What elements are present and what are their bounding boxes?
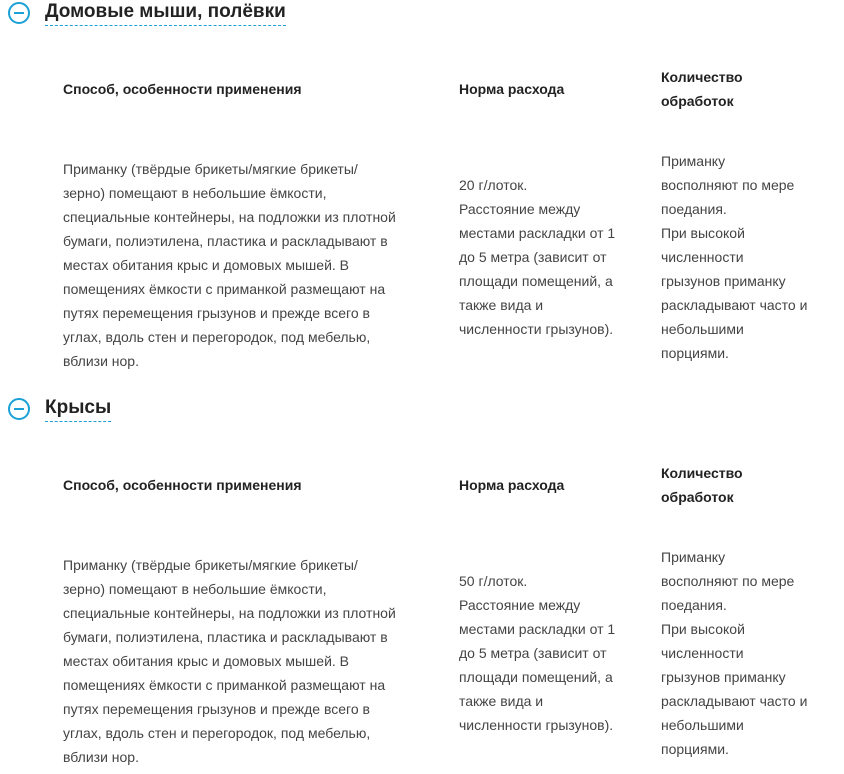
section-mice xyxy=(0,0,844,378)
method-line: зерно) помещают в небольшие ёмкости, xyxy=(63,185,327,201)
header-count xyxy=(661,65,831,113)
rate-line: 20 г/лоток. xyxy=(459,177,528,193)
rate-line: численности грызунов). xyxy=(459,321,614,337)
method-cell xyxy=(63,553,433,769)
count-cell xyxy=(661,545,831,761)
method-line: помещениях ёмкости с приманкой размещают на xyxy=(63,281,386,297)
count-line: поедания. xyxy=(661,597,727,613)
method-line: углах, вдоль стен и перегородок, под мебелью, xyxy=(63,329,371,345)
method-line: специальные контейнеры, на подложки из плотной xyxy=(63,605,396,621)
method-line: помещениях ёмкости с приманкой размещают на xyxy=(63,677,386,693)
method-line: бумаги, полиэтилена, пластика и раскладывают в xyxy=(63,629,388,645)
method-line: бумаги, полиэтилена, пластика и раскладывают в xyxy=(63,233,388,249)
collapse-minus-icon[interactable] xyxy=(8,398,30,420)
section-header[interactable] xyxy=(8,0,286,28)
header-count-line: обработок xyxy=(661,93,734,109)
rate-line: местами раскладки от 1 xyxy=(459,225,616,241)
rate-cell xyxy=(459,173,639,341)
method-line: Приманку (твёрдые брикеты/мягкие брикеты/ xyxy=(63,557,358,573)
header-method: Способ, особенности применения xyxy=(63,81,302,97)
count-line: численности xyxy=(661,645,744,661)
method-line: путях перемещения грызунов и прежде всего в xyxy=(63,305,370,321)
count-line: Приманку xyxy=(661,549,726,565)
section-title[interactable]: Домовые мыши, полёвки xyxy=(45,0,286,26)
section-title[interactable]: Крысы xyxy=(45,396,111,422)
collapse-minus-icon[interactable] xyxy=(8,2,30,24)
rate-line: численности грызунов). xyxy=(459,717,614,733)
rate-cell xyxy=(459,569,639,737)
count-line: небольшими xyxy=(661,321,744,337)
method-line: специальные контейнеры, на подложки из плотной xyxy=(63,209,396,225)
method-cell xyxy=(63,157,433,373)
header-method: Способ, особенности применения xyxy=(63,477,302,493)
method-line: зерно) помещают в небольшие ёмкости, xyxy=(63,581,327,597)
header-count xyxy=(661,461,831,509)
rate-line: до 5 метра (зависит от xyxy=(459,249,607,265)
count-line: раскладывают часто и xyxy=(661,693,808,709)
count-line: восполняют по мере xyxy=(661,177,795,193)
count-line: грызунов приманку xyxy=(661,669,786,685)
method-line: местах обитания крыс и домовых мышей. В xyxy=(63,653,350,669)
section-header[interactable] xyxy=(8,394,111,424)
rate-line: Расстояние между xyxy=(459,201,581,217)
method-line: вблизи нор. xyxy=(63,749,139,765)
rate-line: площади помещений, а xyxy=(459,273,613,289)
rate-line: площади помещений, а xyxy=(459,669,613,685)
count-line: восполняют по мере xyxy=(661,573,795,589)
count-line: порциями. xyxy=(661,345,729,361)
count-line: порциями. xyxy=(661,741,729,757)
section-rats xyxy=(0,394,844,774)
rate-line: до 5 метра (зависит от xyxy=(459,645,607,661)
header-count-line: обработок xyxy=(661,489,734,505)
rate-line: 50 г/лоток. xyxy=(459,573,528,589)
method-line: углах, вдоль стен и перегородок, под мебелью, xyxy=(63,725,371,741)
header-rate: Норма расхода xyxy=(459,81,565,97)
count-cell xyxy=(661,149,831,365)
method-line: местах обитания крыс и домовых мышей. В xyxy=(63,257,350,273)
count-line: грызунов приманку xyxy=(661,273,786,289)
count-line: численности xyxy=(661,249,744,265)
count-line: небольшими xyxy=(661,717,744,733)
rate-line: также вида и xyxy=(459,297,544,313)
count-line: Приманку xyxy=(661,153,726,169)
count-line: При высокой xyxy=(661,621,745,637)
header-count-line: Количество xyxy=(661,465,743,481)
count-line: При высокой xyxy=(661,225,745,241)
count-line: раскладывают часто и xyxy=(661,297,808,313)
rate-line: Расстояние между xyxy=(459,597,581,613)
header-rate: Норма расхода xyxy=(459,477,565,493)
method-line: путях перемещения грызунов и прежде всего в xyxy=(63,701,370,717)
header-count-line: Количество xyxy=(661,69,743,85)
rate-line: также вида и xyxy=(459,693,544,709)
rate-line: местами раскладки от 1 xyxy=(459,621,616,637)
count-line: поедания. xyxy=(661,201,727,217)
method-line: вблизи нор. xyxy=(63,353,139,369)
method-line: Приманку (твёрдые брикеты/мягкие брикеты/ xyxy=(63,161,358,177)
